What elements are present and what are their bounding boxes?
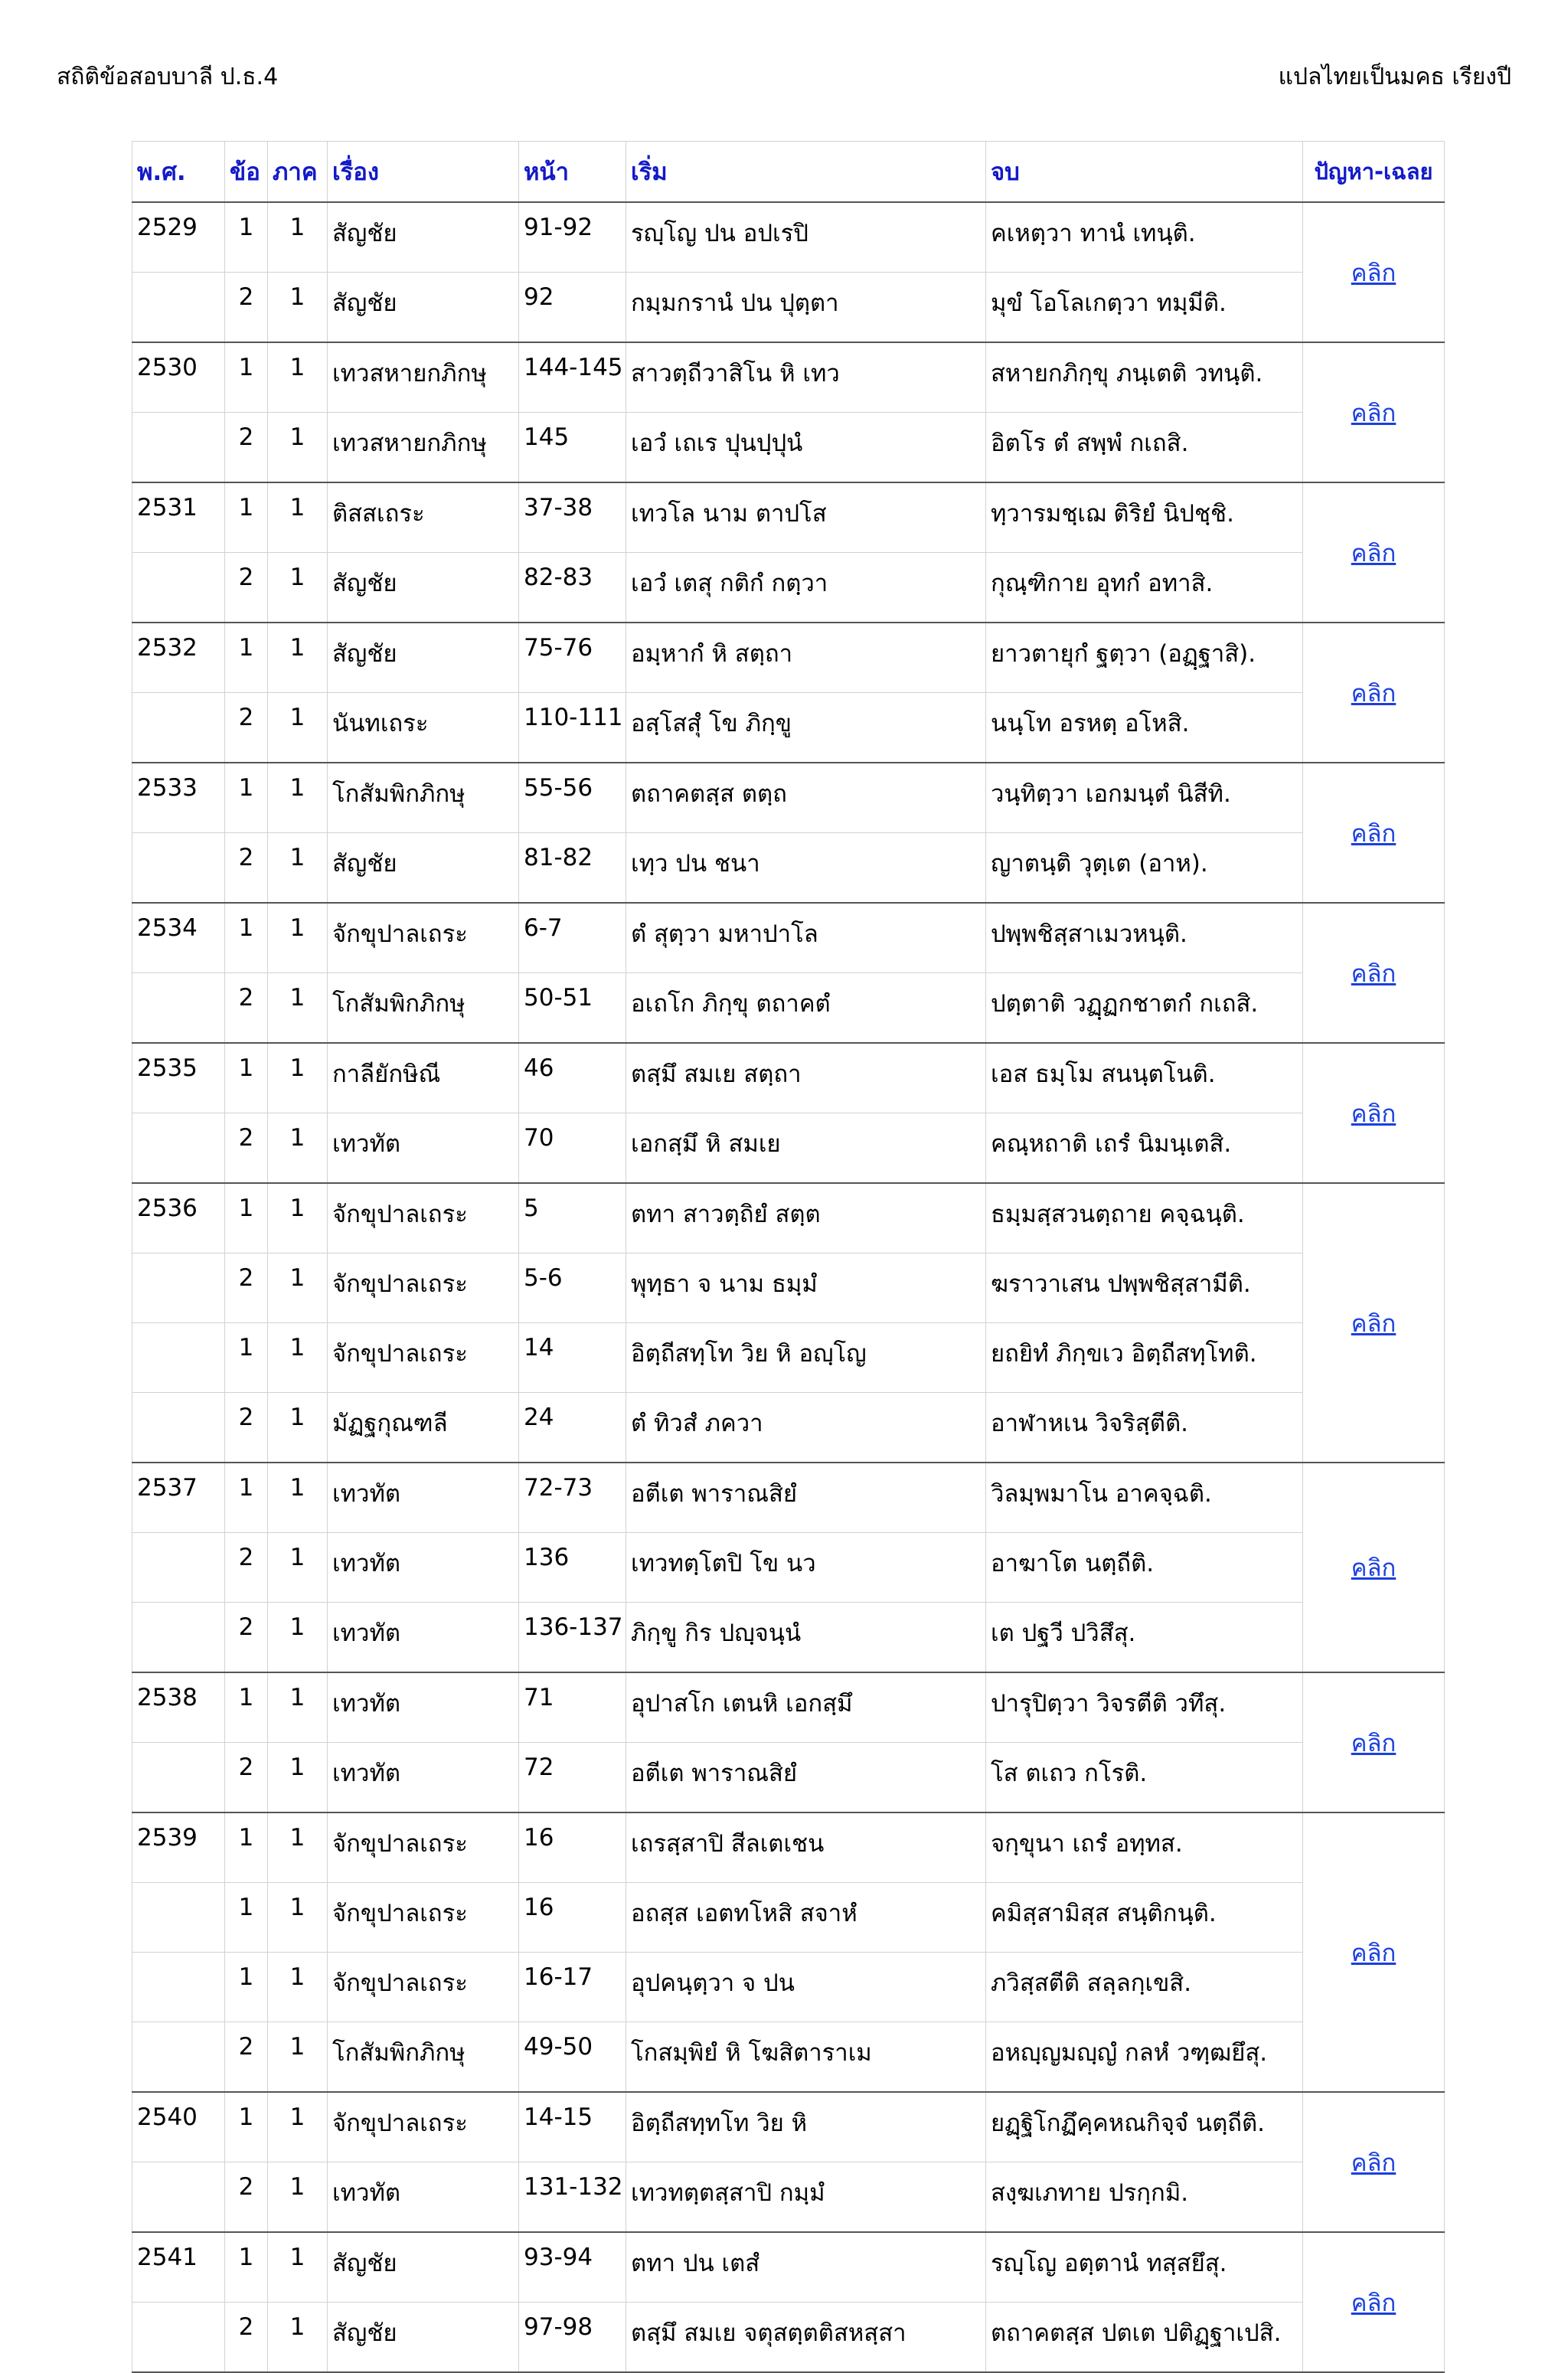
- cell-question-no: 1: [225, 482, 268, 553]
- table-row: [132, 202, 1445, 273]
- cell-page: 144-145: [519, 342, 626, 413]
- table-row: [132, 482, 1445, 553]
- cell-year: [132, 693, 225, 763]
- cell-story: สัญชัย: [328, 623, 519, 693]
- table-row: [132, 973, 1445, 1044]
- answer-link[interactable]: คลิก: [1351, 959, 1396, 988]
- cell-question-no: 2: [225, 1533, 268, 1603]
- table-row: [132, 1183, 1445, 1254]
- cell-page: 6-7: [519, 903, 626, 973]
- cell-page: 136-137: [519, 1603, 626, 1673]
- column-header-part: ภาค: [268, 142, 328, 203]
- cell-question-no: 2: [225, 1393, 268, 1463]
- answer-link[interactable]: คลิก: [1351, 679, 1396, 708]
- cell-part: 1: [268, 2232, 328, 2303]
- cell-start: ตสฺมึ สมเย จตุสตฺตติสหสฺสา: [626, 2303, 986, 2373]
- cell-start: อถสฺส เอตทโหสิ สจาหํ: [626, 1883, 986, 1953]
- cell-year: [132, 2303, 225, 2373]
- cell-year: [132, 2022, 225, 2093]
- cell-page: 5: [519, 1183, 626, 1254]
- column-header-start: เริ่ม: [626, 142, 986, 203]
- cell-part: 1: [268, 1043, 328, 1113]
- table-row: [132, 2092, 1445, 2162]
- answer-link[interactable]: คลิก: [1351, 399, 1396, 427]
- cell-page: 24: [519, 1393, 626, 1463]
- cell-question-no: 2: [225, 413, 268, 483]
- cell-end: โส ตเถว กโรติ.: [986, 1743, 1303, 1813]
- cell-story: เทวทัต: [328, 1672, 519, 1743]
- table-row: [132, 2232, 1445, 2303]
- cell-start: เอวํ เถเร ปุนปฺปุนํ: [626, 413, 986, 483]
- cell-start: อตีเต พาราณสิยํ: [626, 1463, 986, 1533]
- cell-start: ตทา สาวตฺถิยํ สตฺต: [626, 1183, 986, 1254]
- cell-story: เทวทัต: [328, 1603, 519, 1673]
- cell-end: มุขํ โอโลเกตฺวา ทมฺมีติ.: [986, 273, 1303, 343]
- cell-part: 1: [268, 623, 328, 693]
- cell-year: 2531: [132, 482, 225, 553]
- cell-question-no: 2: [225, 1743, 268, 1813]
- cell-story: เทวสหายกภิกษุ: [328, 413, 519, 483]
- cell-page: 136: [519, 1533, 626, 1603]
- cell-end: กุณฺฑิกาย อุทกํ อทาสิ.: [986, 553, 1303, 623]
- cell-year: 2536: [132, 1183, 225, 1254]
- cell-end: ยฏฺฐิโกฏึคฺคหณกิจฺจํ นตฺถีติ.: [986, 2092, 1303, 2162]
- cell-story: สัญชัย: [328, 273, 519, 343]
- cell-year: [132, 553, 225, 623]
- cell-question-no: 2: [225, 973, 268, 1044]
- table-row: [132, 1254, 1445, 1323]
- cell-answer-link: [1303, 1812, 1445, 2092]
- cell-start: เทฺว ปน ชนา: [626, 833, 986, 904]
- cell-story: จักขุปาลเถระ: [328, 1883, 519, 1953]
- cell-year: 2541: [132, 2232, 225, 2303]
- cell-question-no: 2: [225, 2162, 268, 2233]
- table-row: [132, 413, 1445, 483]
- cell-end: จกฺขุนา เถรํ อทฺทส.: [986, 1812, 1303, 1883]
- cell-part: 1: [268, 202, 328, 273]
- cell-story: เทวทัต: [328, 2162, 519, 2233]
- cell-end: คเหตฺวา ทานํ เทนฺติ.: [986, 202, 1303, 273]
- cell-part: 1: [268, 763, 328, 833]
- cell-start: อตีเต พาราณสิยํ: [626, 1743, 986, 1813]
- cell-page: 72-73: [519, 1463, 626, 1533]
- cell-start: ตถาคตสฺส ตตฺถ: [626, 763, 986, 833]
- table-row: [132, 1812, 1445, 1883]
- cell-answer-link: [1303, 623, 1445, 763]
- cell-start: อมฺหากํ หิ สตฺถา: [626, 623, 986, 693]
- cell-start: ตทา ปน เตสํ: [626, 2232, 986, 2303]
- cell-end: อิตโร ตํ สพฺพํ กเถสิ.: [986, 413, 1303, 483]
- cell-year: [132, 833, 225, 904]
- cell-year: [132, 1393, 225, 1463]
- table-row: [132, 833, 1445, 904]
- cell-story: จักขุปาลเถระ: [328, 903, 519, 973]
- cell-part: 1: [268, 342, 328, 413]
- cell-start: เอกสฺมึ หิ สมเย: [626, 1113, 986, 1184]
- column-header-end: จบ: [986, 142, 1303, 203]
- cell-start: ตํ สุตฺวา มหาปาโล: [626, 903, 986, 973]
- cell-answer-link: [1303, 2232, 1445, 2372]
- cell-question-no: 2: [225, 693, 268, 763]
- cell-year: [132, 1953, 225, 2022]
- cell-answer-link: [1303, 342, 1445, 482]
- answer-link[interactable]: คลิก: [1351, 2289, 1396, 2317]
- cell-end: ยาวตายุกํ ฐตฺวา (อฏฺฐาสิ).: [986, 623, 1303, 693]
- cell-page: 16: [519, 1812, 626, 1883]
- cell-end: คณฺหถาติ เถรํ นิมนฺเตสิ.: [986, 1113, 1303, 1184]
- cell-year: [132, 1113, 225, 1184]
- answer-link[interactable]: คลิก: [1351, 1309, 1396, 1338]
- cell-story: นันทเถระ: [328, 693, 519, 763]
- cell-story: จักขุปาลเถระ: [328, 1953, 519, 2022]
- cell-end: อหญฺญมญฺญํ กลหํ วฑฺฒยึสุ.: [986, 2022, 1303, 2093]
- cell-start: เถรสฺสาปิ สีลเตเชน: [626, 1812, 986, 1883]
- cell-part: 1: [268, 1254, 328, 1323]
- cell-question-no: 2: [225, 1603, 268, 1673]
- cell-page: 16-17: [519, 1953, 626, 2022]
- cell-question-no: 1: [225, 2092, 268, 2162]
- cell-part: 1: [268, 1183, 328, 1254]
- cell-year: 2534: [132, 903, 225, 973]
- answer-link[interactable]: คลิก: [1351, 2149, 1396, 2177]
- cell-end: นนฺโท อรหตฺ อโหสิ.: [986, 693, 1303, 763]
- table-row: [132, 553, 1445, 623]
- cell-part: 1: [268, 413, 328, 483]
- cell-answer-link: [1303, 1672, 1445, 1812]
- cell-story: สัญชัย: [328, 2303, 519, 2373]
- cell-page: 5-6: [519, 1254, 626, 1323]
- cell-part: 1: [268, 1812, 328, 1883]
- cell-end: คมิสฺสามิสฺส สนฺติกนฺติ.: [986, 1883, 1303, 1953]
- cell-page: 72: [519, 1743, 626, 1813]
- cell-story: สัญชัย: [328, 202, 519, 273]
- cell-year: [132, 1323, 225, 1393]
- cell-start: เทวทตฺตสฺสาปิ กมฺมํ: [626, 2162, 986, 2233]
- cell-part: 1: [268, 273, 328, 343]
- cell-question-no: 2: [225, 553, 268, 623]
- cell-start: โกสมฺพิยํ หิ โฆสิตาราเม: [626, 2022, 986, 2093]
- cell-question-no: 1: [225, 1043, 268, 1113]
- cell-start: อุปคนฺตฺวา จ ปน: [626, 1953, 986, 2022]
- answer-link[interactable]: คลิก: [1351, 1554, 1396, 1582]
- table-row: [132, 1603, 1445, 1673]
- answer-link[interactable]: คลิก: [1351, 1939, 1396, 1967]
- cell-question-no: 1: [225, 1183, 268, 1254]
- answer-link[interactable]: คลิก: [1351, 259, 1396, 287]
- cell-start: พุทฺธา จ นาม ธมฺมํ: [626, 1254, 986, 1323]
- cell-end: ทฺวารมชฺเฌ ติริยํ นิปชฺชิ.: [986, 482, 1303, 553]
- cell-end: ปารุปิตฺวา วิจรตีติ วทึสุ.: [986, 1672, 1303, 1743]
- cell-page: 71: [519, 1672, 626, 1743]
- cell-part: 1: [268, 973, 328, 1044]
- cell-end: ภวิสฺสตีติ สลฺลกฺเขสิ.: [986, 1953, 1303, 2022]
- cell-part: 1: [268, 693, 328, 763]
- cell-question-no: 1: [225, 1883, 268, 1953]
- cell-question-no: 2: [225, 1113, 268, 1184]
- cell-year: [132, 1254, 225, 1323]
- table-row: [132, 1533, 1445, 1603]
- cell-story: โกสัมพิกภิกษุ: [328, 2022, 519, 2093]
- cell-year: [132, 413, 225, 483]
- column-header-story: เรื่อง: [328, 142, 519, 203]
- column-header-answer: ปัญหา-เฉลย: [1303, 142, 1445, 203]
- cell-end: วนฺทิตฺวา เอกมนฺตํ นิสีทิ.: [986, 763, 1303, 833]
- table-row: [132, 1463, 1445, 1533]
- table-row: [132, 693, 1445, 763]
- cell-part: 1: [268, 553, 328, 623]
- table-row: [132, 903, 1445, 973]
- cell-story: จักขุปาลเถระ: [328, 2092, 519, 2162]
- column-header-question-no: ข้อ: [225, 142, 268, 203]
- exam-statistics-table-container: [132, 141, 1444, 2373]
- table-row: [132, 623, 1445, 693]
- cell-page: 14: [519, 1323, 626, 1393]
- table-row: [132, 342, 1445, 413]
- cell-question-no: 1: [225, 763, 268, 833]
- cell-start: ภิกฺขู กิร ปญฺจนฺนํ: [626, 1603, 986, 1673]
- table-row: [132, 2162, 1445, 2233]
- cell-part: 1: [268, 1883, 328, 1953]
- cell-part: 1: [268, 1603, 328, 1673]
- cell-page: 70: [519, 1113, 626, 1184]
- cell-start: เทวโล นาม ตาปโส: [626, 482, 986, 553]
- cell-page: 91-92: [519, 202, 626, 273]
- cell-question-no: 1: [225, 202, 268, 273]
- cell-page: 92: [519, 273, 626, 343]
- cell-start: รญฺโญ ปน อปเรปิ: [626, 202, 986, 273]
- table-row: [132, 1043, 1445, 1113]
- cell-part: 1: [268, 2303, 328, 2373]
- cell-story: จักขุปาลเถระ: [328, 1183, 519, 1254]
- cell-question-no: 2: [225, 1254, 268, 1323]
- cell-part: 1: [268, 482, 328, 553]
- cell-answer-link: [1303, 1183, 1445, 1463]
- cell-start: อสฺโสสุํ โข ภิกฺขู: [626, 693, 986, 763]
- cell-part: 1: [268, 1743, 328, 1813]
- cell-start: อิตฺถีสทฺโท วิย หิ อญฺโญ: [626, 1323, 986, 1393]
- table-row: [132, 1672, 1445, 1743]
- cell-start: ตสฺมึ สมเย สตฺถา: [626, 1043, 986, 1113]
- cell-part: 1: [268, 2092, 328, 2162]
- cell-story: เทวสหายกภิกษุ: [328, 342, 519, 413]
- cell-story: จักขุปาลเถระ: [328, 1254, 519, 1323]
- cell-story: สัญชัย: [328, 553, 519, 623]
- cell-question-no: 1: [225, 1953, 268, 2022]
- cell-story: โกสัมพิกภิกษุ: [328, 763, 519, 833]
- cell-end: วิลมฺพมาโน อาคจฺฉติ.: [986, 1463, 1303, 1533]
- cell-end: เอส ธมฺโม สนนฺตโนติ.: [986, 1043, 1303, 1113]
- cell-part: 1: [268, 1953, 328, 2022]
- cell-start: กมฺมกรานํ ปน ปุตฺตา: [626, 273, 986, 343]
- cell-start: อุปาสโก เตนหิ เอกสฺมึ: [626, 1672, 986, 1743]
- cell-story: โกสัมพิกภิกษุ: [328, 973, 519, 1044]
- cell-end: สงฺฆเภทาย ปรกฺกมิ.: [986, 2162, 1303, 2233]
- cell-story: เทวทัต: [328, 1533, 519, 1603]
- cell-end: ฆราวาเสน ปพฺพชิสฺสามีติ.: [986, 1254, 1303, 1323]
- cell-part: 1: [268, 1463, 328, 1533]
- cell-page: 75-76: [519, 623, 626, 693]
- cell-part: 1: [268, 1323, 328, 1393]
- cell-page: 46: [519, 1043, 626, 1113]
- table-row: [132, 1883, 1445, 1953]
- cell-start: สาวตฺถีวาสิโน หิ เทว: [626, 342, 986, 413]
- cell-part: 1: [268, 2022, 328, 2093]
- cell-page: 97-98: [519, 2303, 626, 2373]
- cell-start: อเถโก ภิกฺขุ ตถาคตํ: [626, 973, 986, 1044]
- cell-end: รญฺโญ อตฺตานํ ทสฺสยึสุ.: [986, 2232, 1303, 2303]
- cell-part: 1: [268, 1393, 328, 1463]
- table-row: [132, 273, 1445, 343]
- cell-answer-link: [1303, 763, 1445, 903]
- cell-end: อาฬาหเน วิจริสฺตีติ.: [986, 1393, 1303, 1463]
- cell-question-no: 1: [225, 2232, 268, 2303]
- cell-page: 37-38: [519, 482, 626, 553]
- table-header-row: [132, 142, 1445, 203]
- cell-story: จักขุปาลเถระ: [328, 1812, 519, 1883]
- answer-link[interactable]: คลิก: [1351, 1100, 1396, 1128]
- cell-page: 49-50: [519, 2022, 626, 2093]
- cell-year: [132, 973, 225, 1044]
- cell-start: อิตฺถีสทฺทโท วิย หิ: [626, 2092, 986, 2162]
- cell-page: 81-82: [519, 833, 626, 904]
- answer-link[interactable]: คลิก: [1351, 1729, 1396, 1757]
- cell-year: 2533: [132, 763, 225, 833]
- cell-year: [132, 1533, 225, 1603]
- cell-year: 2539: [132, 1812, 225, 1883]
- cell-answer-link: [1303, 1463, 1445, 1672]
- cell-end: เต ปฐวี ปวิสึสุ.: [986, 1603, 1303, 1673]
- cell-question-no: 2: [225, 273, 268, 343]
- table-row: [132, 2022, 1445, 2093]
- cell-year: [132, 273, 225, 343]
- cell-year: [132, 1883, 225, 1953]
- cell-end: ยถยิทํ ภิกฺขเว อิตฺถีสทฺโทติ.: [986, 1323, 1303, 1393]
- cell-end: ปพฺพชิสฺสาเมวหนฺติ.: [986, 903, 1303, 973]
- cell-year: 2530: [132, 342, 225, 413]
- table-row: [132, 1743, 1445, 1813]
- cell-answer-link: [1303, 903, 1445, 1043]
- cell-story: ติสสเถระ: [328, 482, 519, 553]
- cell-year: 2535: [132, 1043, 225, 1113]
- cell-end: สหายกภิกฺขุ ภนฺเตติ วทนฺติ.: [986, 342, 1303, 413]
- cell-page: 55-56: [519, 763, 626, 833]
- cell-part: 1: [268, 1533, 328, 1603]
- cell-year: [132, 1603, 225, 1673]
- cell-page: 131-132: [519, 2162, 626, 2233]
- cell-answer-link: [1303, 2092, 1445, 2232]
- cell-year: 2537: [132, 1463, 225, 1533]
- cell-year: 2532: [132, 623, 225, 693]
- table-row: [132, 1393, 1445, 1463]
- cell-question-no: 1: [225, 1812, 268, 1883]
- table-row: [132, 763, 1445, 833]
- cell-story: เทวทัต: [328, 1743, 519, 1813]
- cell-end: ตถาคตสฺส ปตเต ปติฏฺฐาเปสิ.: [986, 2303, 1303, 2373]
- table-row: [132, 1953, 1445, 2022]
- cell-answer-link: [1303, 202, 1445, 342]
- cell-page: 16: [519, 1883, 626, 1953]
- cell-question-no: 1: [225, 1463, 268, 1533]
- cell-story: เทวทัต: [328, 1113, 519, 1184]
- table-row: [132, 1113, 1445, 1184]
- column-header-page: หน้า: [519, 142, 626, 203]
- cell-part: 1: [268, 2162, 328, 2233]
- cell-question-no: 1: [225, 342, 268, 413]
- cell-year: 2529: [132, 202, 225, 273]
- exam-statistics-table: [132, 141, 1445, 2373]
- cell-question-no: 1: [225, 1672, 268, 1743]
- cell-story: จักขุปาลเถระ: [328, 1323, 519, 1393]
- cell-answer-link: [1303, 482, 1445, 623]
- table-row: [132, 2303, 1445, 2373]
- cell-answer-link: [1303, 1043, 1445, 1183]
- cell-question-no: 1: [225, 1323, 268, 1393]
- cell-question-no: 2: [225, 2303, 268, 2373]
- cell-story: เทวทัต: [328, 1463, 519, 1533]
- cell-story: มัฏฐกุณฑลี: [328, 1393, 519, 1463]
- cell-start: เทวทตฺโตปิ โข นว: [626, 1533, 986, 1603]
- answer-link[interactable]: คลิก: [1351, 539, 1396, 567]
- answer-link[interactable]: คลิก: [1351, 819, 1396, 848]
- cell-year: [132, 1743, 225, 1813]
- page-header: [57, 60, 1511, 93]
- cell-page: 110-111: [519, 693, 626, 763]
- cell-question-no: 2: [225, 833, 268, 904]
- cell-page: 82-83: [519, 553, 626, 623]
- cell-page: 93-94: [519, 2232, 626, 2303]
- document-subtitle: แปลไทยเป็นมคธ เรียงปี: [1278, 63, 1511, 90]
- table-body: [132, 202, 1445, 2372]
- cell-page: 50-51: [519, 973, 626, 1044]
- document-title: สถิติข้อสอบบาลี ป.ธ.4: [57, 63, 279, 90]
- cell-part: 1: [268, 833, 328, 904]
- cell-start: เอวํ เตสุ กติกํ กตฺวา: [626, 553, 986, 623]
- cell-part: 1: [268, 903, 328, 973]
- cell-question-no: 1: [225, 903, 268, 973]
- cell-question-no: 1: [225, 623, 268, 693]
- cell-year: 2538: [132, 1672, 225, 1743]
- cell-year: [132, 2162, 225, 2233]
- cell-story: กาลียักษิณี: [328, 1043, 519, 1113]
- cell-end: อาฆาโต นตฺถีติ.: [986, 1533, 1303, 1603]
- cell-end: ญาตนฺติ วุตฺเต (อาห).: [986, 833, 1303, 904]
- cell-page: 14-15: [519, 2092, 626, 2162]
- cell-year: 2540: [132, 2092, 225, 2162]
- cell-start: ตํ ทิวสํ ภควา: [626, 1393, 986, 1463]
- cell-story: สัญชัย: [328, 2232, 519, 2303]
- cell-end: ปตฺตาติ วฏฺฏกชาตกํ กเถสิ.: [986, 973, 1303, 1044]
- column-header-year: พ.ศ.: [132, 142, 225, 203]
- cell-part: 1: [268, 1672, 328, 1743]
- cell-part: 1: [268, 1113, 328, 1184]
- cell-question-no: 2: [225, 2022, 268, 2093]
- cell-page: 145: [519, 413, 626, 483]
- cell-end: ธมฺมสฺสวนตฺถาย คจฺฉนฺติ.: [986, 1183, 1303, 1254]
- table-row: [132, 1323, 1445, 1393]
- cell-story: สัญชัย: [328, 833, 519, 904]
